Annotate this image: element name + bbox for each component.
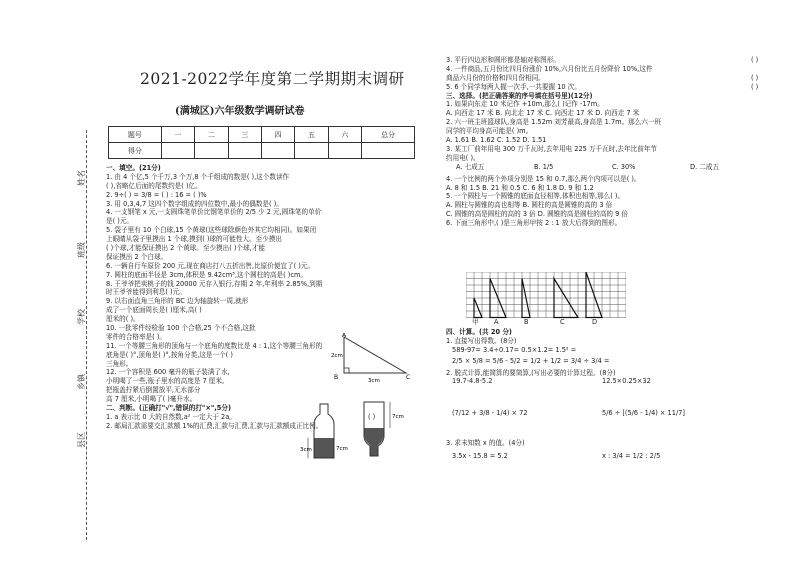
height-label-right: 7cm (392, 414, 404, 420)
option-c: C. 30% (612, 162, 636, 171)
bottle-figure (300, 398, 412, 466)
judge-text: 商品六月份的价格和四月份相同。 (446, 73, 545, 82)
question-line: 8. 王爷爷把卖桃子的钱 20000 元存入银行,存期 2 年,年利率 2.85%,到期 (106, 279, 323, 288)
calc-section (446, 328, 776, 464)
question-line: 底角是( )°,顶角是( )°,按角分类,这是一个( ) (106, 350, 233, 359)
question-line: 12. 一个容积是 600 毫升的瓶子装满了水, (106, 368, 230, 377)
triangle-grid-figure (466, 272, 626, 324)
calc1-row: 2/5 × 5/8 = 5/6 - 5/2 = 1/2 + 1/2 = 3/4 ÷ 3/4 = (452, 356, 610, 365)
question-line: 把瓶盖拧紧后倒置放平,无水部分 (106, 386, 201, 395)
grid-label-a: A (494, 318, 499, 326)
water-inverted (365, 428, 384, 436)
choice-line: 同学的平均身高可能是( )m。 (446, 127, 533, 136)
score-table (108, 126, 415, 159)
sidebar-label-town: 乡镇 (77, 374, 86, 390)
question-line: ( ),省略亿后面的尾数约是( )亿。 (106, 181, 202, 190)
grid-label-d: D (592, 318, 598, 326)
calc3-row (446, 452, 776, 464)
score-cell[interactable] (228, 143, 261, 159)
choice-line: 2. 六一班主班篮球队,身高是 1.52m 刘芳最高,身高是 1.7m。那么六一班 (446, 118, 662, 127)
score-header: 一 (161, 127, 194, 143)
sidebar-label-name: 姓名 (77, 170, 86, 186)
answer-blank[interactable]: ( ) (751, 73, 759, 82)
judge-line (446, 74, 776, 83)
question-line: 成了一个底面周长是( )厘米,高( ) (106, 306, 202, 315)
question-line: 4. 一支钢笔 x 元,一支圆珠笔单价比钢笔单价的 2/5 少 2 元,圆珠笔的单价 (106, 208, 322, 217)
grid-label-b: B (524, 318, 529, 326)
question-line: ( )个球,才能保证摸出 2 个黄球。至少摸出( )个球,才能 (106, 244, 265, 253)
choice-line: 1. 如果向东走 10 米记作 +10m,那么( )记作 -17m。 (446, 100, 604, 109)
score-header: 题号 (109, 127, 162, 143)
page-title: 2021-2022学年度第二学期期末调研 (140, 70, 405, 88)
choice-line: A. 向西走 17 米 B. 向北走 17 米 C. 向西走 17 米 D. 向西走 7 米 (446, 109, 640, 118)
right-angle-mark (344, 368, 349, 373)
right-column (446, 56, 776, 228)
question-line: 5. 袋子里有 10 个白球,15 个黄球(这些球除颜色外其它均相同)。如果闭 (106, 226, 317, 235)
score-cell[interactable] (195, 143, 228, 159)
option-b: B. 1/5 (534, 162, 554, 171)
page-subtitle: (满城区)六年级数学调研试卷 (175, 106, 305, 117)
judge-text: 3. 平行四边形和圆形都是轴对称图形。 (446, 56, 560, 64)
question-line: 是( )元。 (106, 217, 134, 226)
score-header: 四 (261, 127, 294, 143)
score-cell[interactable] (161, 143, 194, 159)
score-cell[interactable] (362, 143, 415, 159)
choice-line: 6. 下面三角形中,( )是三角形甲按 2 : 1 放大后得到的图形。 (446, 219, 622, 228)
score-header: 五 (295, 127, 328, 143)
choice-line: A. 8 和 1.5 B. 21 和 0.5 C. 6 和 1.8 D. 9 和 1.2 (446, 183, 594, 192)
score-header: 三 (228, 127, 261, 143)
question-line: 1. 由 4 个亿,5 个千万,3 个万,8 个千组成的数是( ),这个数读作 (106, 172, 290, 181)
calc1-title: 1. 直接写出得数。(8分) (446, 336, 517, 345)
vertex-b: B (334, 374, 339, 381)
question-line: 9. 以右面直角三角形的 BC 边为轴旋转一周,就形 (106, 297, 249, 306)
answer-blank[interactable]: ( ) (751, 82, 759, 91)
calc2-row (446, 377, 776, 389)
calc2-expr: 12.5×0.25×32 (602, 377, 651, 386)
answer-blank[interactable]: ( ) (751, 56, 759, 64)
section-fill-title: 一、填空。(21分) (106, 164, 161, 172)
triangle-shape (344, 337, 406, 373)
choice-line: 约用电( )。 (446, 153, 480, 162)
question-line: 三角形。 (106, 359, 133, 368)
sidebar-label-school: 学校 (77, 309, 86, 325)
triangle-jia (474, 298, 482, 318)
water-upright (315, 438, 334, 458)
binding-sidebar (60, 130, 100, 540)
vertex-c: C (406, 374, 411, 381)
sidebar-label-class: 班级 (77, 242, 86, 258)
question-line: 10. 一批零件经检验 100 个合格,25 个不合格,这批 (106, 324, 256, 333)
height-label-left: 7cm (336, 446, 348, 452)
question-line: 零件的合格率是( )。 (106, 332, 166, 341)
question-line: 上眼睛从袋子里摸出 1 个球,摸到( )球的可能性大。至少摸出 (106, 235, 282, 244)
question-line: 3. 用 0,3,4,7 这四个数字组成的四位数中,最小的偶数是( )。 (106, 199, 283, 208)
score-header: 六 (328, 127, 361, 143)
score-cell[interactable] (328, 143, 361, 159)
water-neck (365, 436, 384, 456)
judge-line: 2. 邮局汇款需要交汇款额 1%的汇费,汇款与汇费,汇款与汇款额成正比例。 (106, 421, 323, 430)
grid-label-c: C (560, 318, 565, 326)
choice-line: 3. 某工厂前年用电 300 万千瓦时,去年用电 225 万千瓦时,去年比前年节 (446, 144, 657, 153)
calc2-row (446, 409, 776, 421)
question-line: 时王爷爷能得到利息( )元。 (106, 288, 186, 297)
right-triangle-figure (330, 333, 412, 383)
judge-line: 4. 一件商品,五月份比四月份涨价 10%,六月份比五月份降价 10%,这件 (446, 64, 653, 73)
option-d: D. 二成五 (690, 162, 720, 171)
equation: x : 3/4 = 1/2 : 2/5 (602, 452, 661, 461)
choice-options (446, 163, 776, 175)
judge-text: 1. a 表示比 0 大的自然数,a² 一定大于 2a。 (106, 412, 236, 421)
score-row-label: 得分 (109, 143, 162, 159)
question-line: 小明喝了一些,瓶子里水的高度是 7 厘米, (106, 377, 225, 386)
section-judge-title: 二、判断。(正确打"√",错误的打"×",5分) (106, 404, 232, 413)
calc1-row: 589-97= 3.4÷0.17= 0.5×1.2= 1.5² = (452, 345, 577, 354)
calc2-title: 2. 脱式计算,能简算的要简算,(写出必要的计算过程。(8分) (446, 368, 616, 377)
choice-line: 5. 一个圆柱与一个圆锥的底面直径相等,体积也相等,那么( )。 (446, 192, 625, 201)
option-a: A. 七成五 (456, 162, 485, 171)
width-label: 3cm (300, 447, 312, 453)
question-line: 6. 一辆自行车原价 200 元,现在商店打八五折出售,比原价便宜了( )元。 (106, 261, 315, 270)
grid-label-jia: 甲 (472, 318, 479, 326)
question-line: 7. 圆柱的底面半径是 3cm,体积是 9.42cm³,这个圆柱的高是( )cm。 (106, 270, 307, 279)
calc2-expr: (7/12 + 3/8 - 1/4) × 72 (452, 409, 528, 418)
calc2-expr: 5/6 ÷ [(5/6 - 1/4) × 11/7] (602, 409, 685, 418)
side-label: 2cm (331, 353, 343, 359)
choice-line: A. 1.61 B. 1.62 C. 1.52 D. 1.51 (446, 136, 547, 145)
calc3-title: 3. 求未知数 x 的值。(4分) (446, 439, 525, 448)
judge-text: 5. 6 个同学每两人握一次手,一共要握 10 次。 (446, 82, 581, 91)
answer-blank[interactable]: ( ) (368, 412, 376, 421)
score-header: 总分 (362, 127, 415, 143)
choice-line: A. 圆柱与圆锥的高也相等 B. 圆柱的高是圆锥的高的 3 倍 (446, 201, 613, 210)
judge-line (446, 83, 776, 92)
section-choice-title: 三、选择。(把正确答案的序号填在括号里)(12分) (446, 91, 593, 100)
score-cell[interactable] (295, 143, 328, 159)
sidebar-label-district: 县区 (77, 432, 86, 448)
vertex-a: A (342, 333, 347, 339)
judge-line (446, 56, 776, 65)
score-header: 二 (195, 127, 228, 143)
base-label: 3cm (368, 378, 380, 383)
question-line: 厘米的( )。 (106, 315, 140, 324)
equation: 3.5x - 15.8 = 5.2 (452, 452, 508, 461)
score-cell[interactable] (261, 143, 294, 159)
section-calc-title: 四、计算。(共 20 分) (446, 328, 512, 336)
choice-line: 4. 一个比例的两个外项分别是 15 和 0.7,那么两个内项可以是( )。 (446, 174, 641, 183)
choice-line: C. 圆锥的高是圆柱的高的 3 倍 D. 圆锥的高是圆柱的高的 9 倍 (446, 210, 628, 219)
binding-line (86, 130, 87, 540)
calc2-expr: 19.7-4.8-5.2 (452, 377, 493, 386)
question-line: 11. 一个等腰三角形的顶角与一个底角的度数比是 4 : 1,这个等腰三角形的 (106, 341, 323, 350)
question-line: 2. 9÷( ) = 3/8 = ( ) : 16 = ( )% (106, 190, 207, 199)
question-line: 保证摸出 2 个白球。 (106, 252, 168, 261)
question-line: 高 7 厘米,小明喝了( )毫升水。 (106, 395, 197, 404)
